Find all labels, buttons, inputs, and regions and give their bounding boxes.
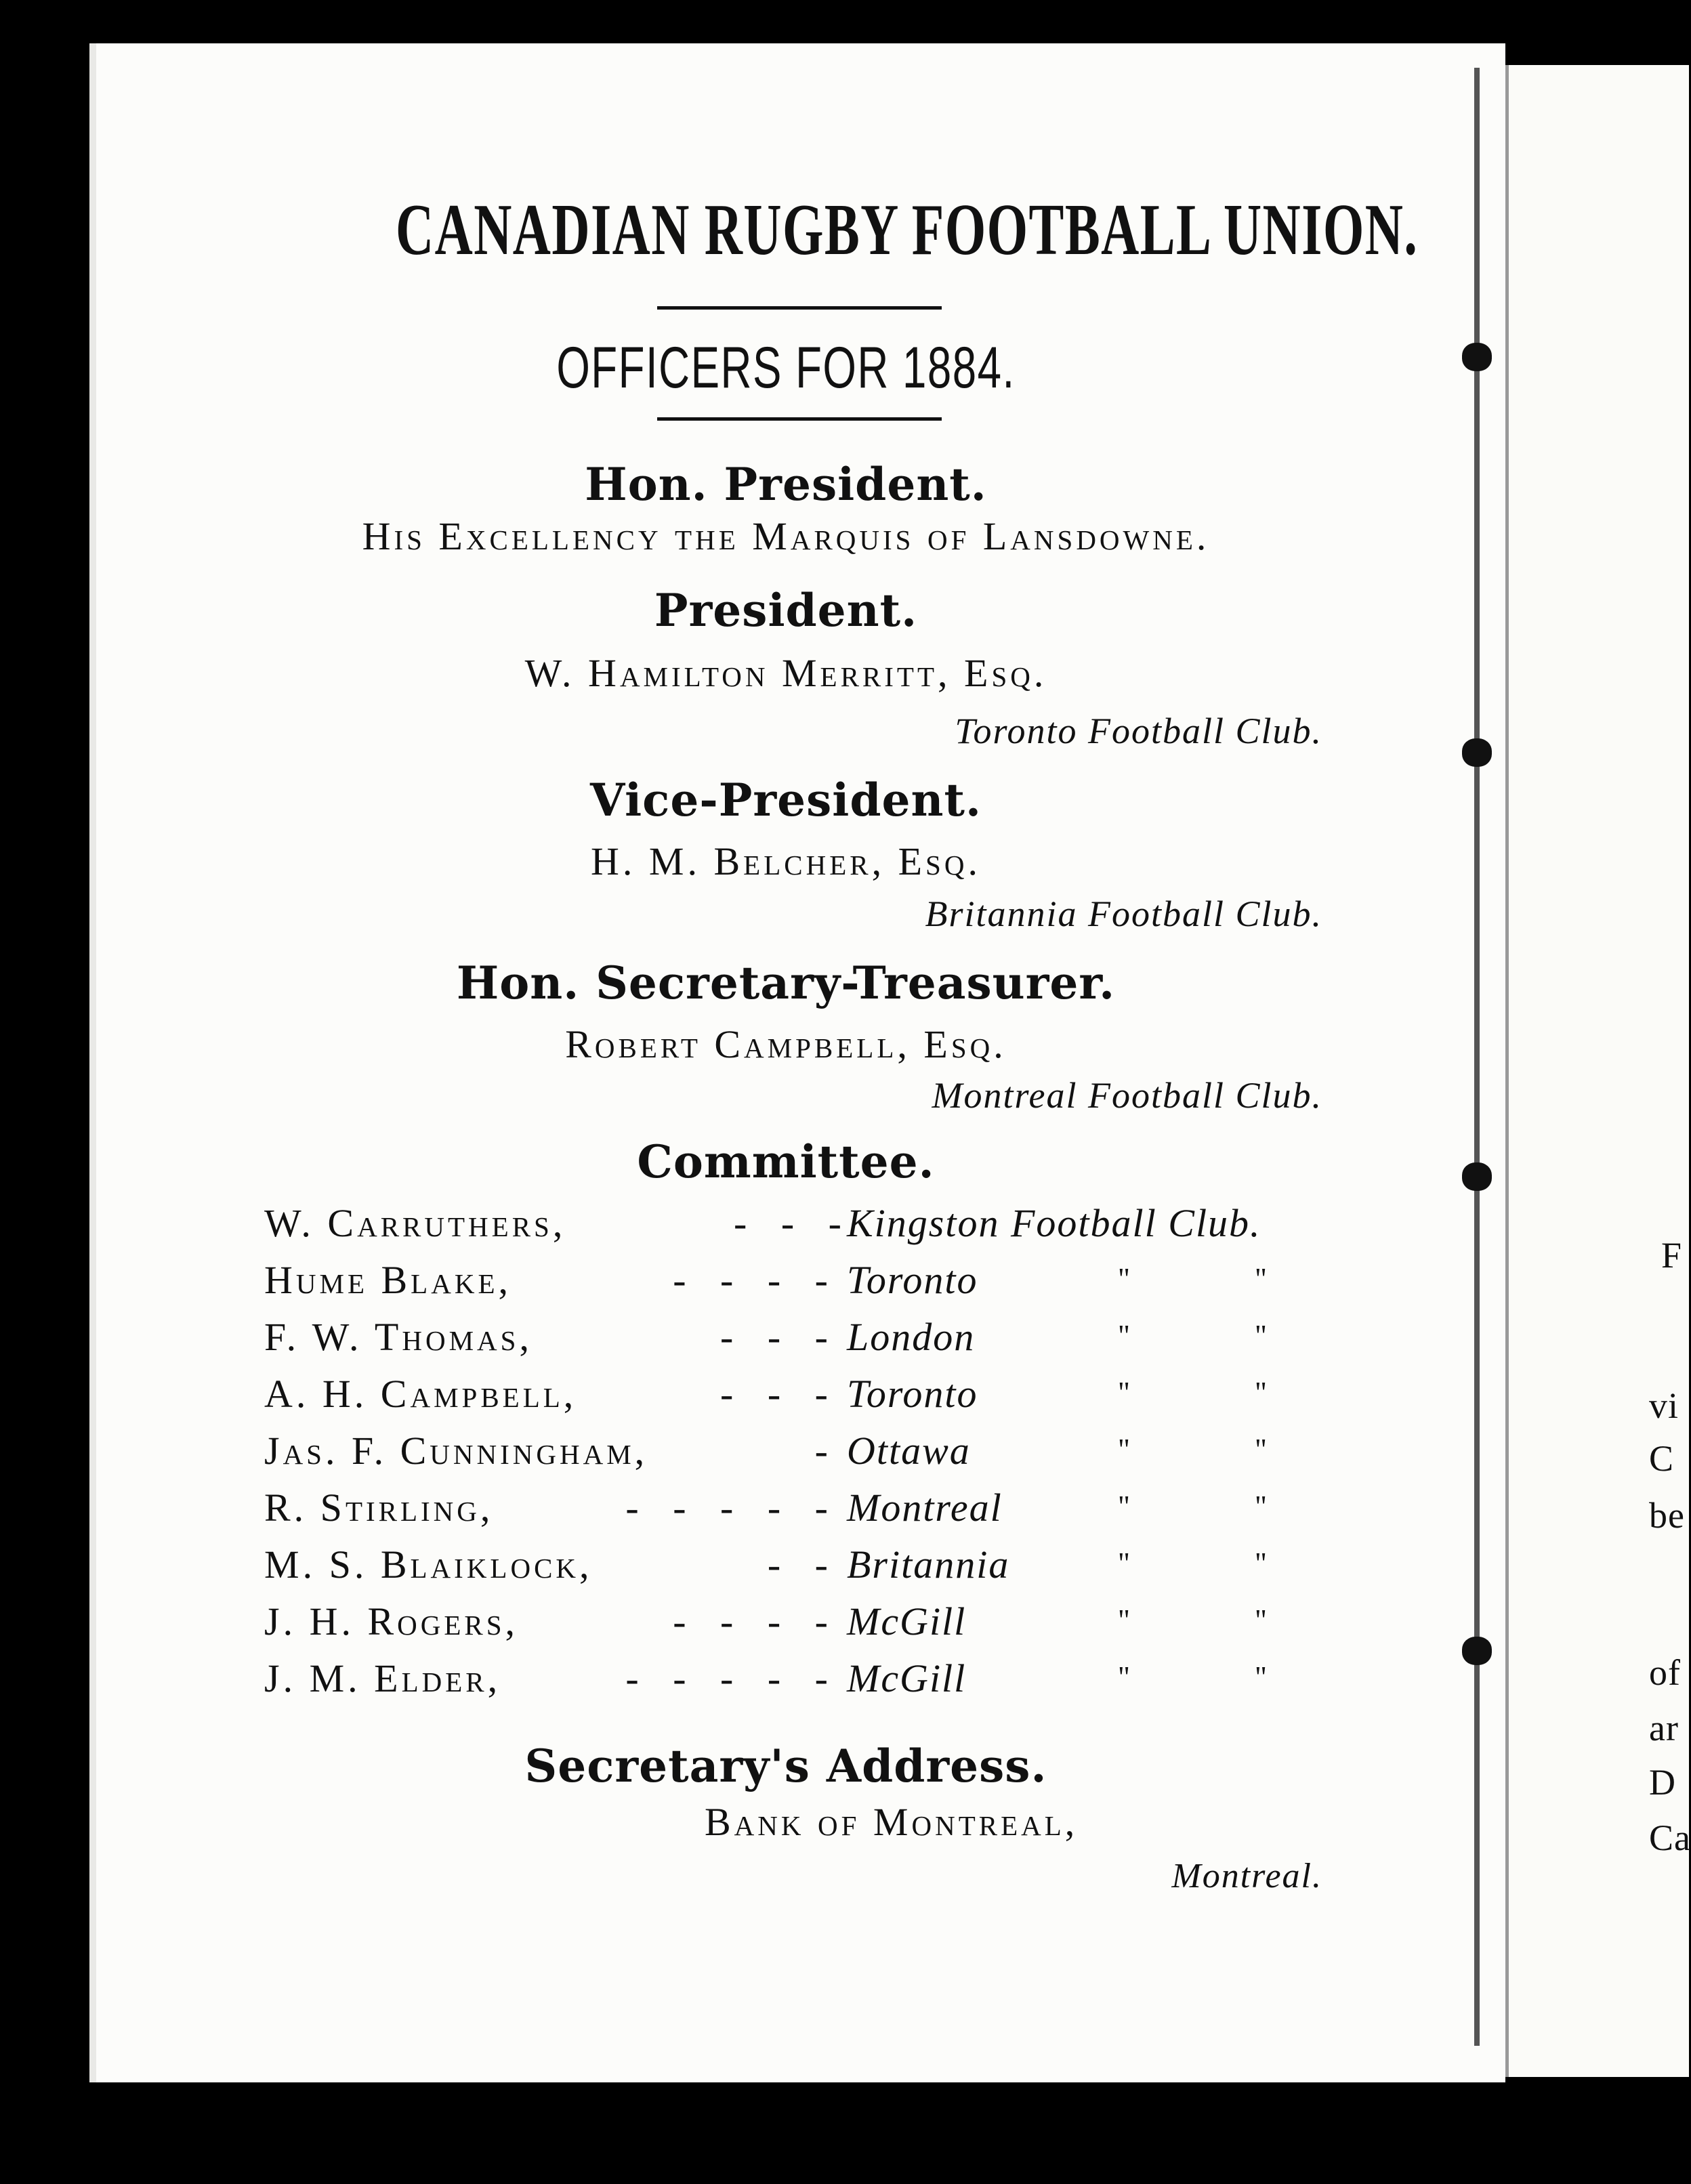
right-page-text-fragment: vi (1649, 1385, 1679, 1426)
right-page-text-fragment: D (1649, 1762, 1676, 1803)
right-page-text-fragment: F (1661, 1235, 1683, 1276)
committee-member-name: W. Carruthers, (264, 1201, 566, 1245)
vice-president-club: Britannia Football Club. (925, 894, 1322, 934)
committee-member-name: F. W. Thomas, (264, 1315, 533, 1359)
divider-rule (657, 306, 942, 310)
committee-row (264, 1257, 1328, 1314)
dash-leader: - - - (734, 1201, 854, 1245)
committee-member-club: London (847, 1315, 976, 1359)
ditto-mark: " (1118, 1262, 1130, 1295)
secretary-treasurer-name: Robert Campbell, Esq. (565, 1022, 1007, 1066)
committee-member-club: Ottawa (847, 1429, 971, 1473)
committee-member-name: Jas. F. Cunningham, (264, 1429, 648, 1473)
committee-member-club: Toronto (847, 1258, 978, 1302)
dash-leader: - - - - - (625, 1486, 840, 1530)
stitch-mark (1462, 1637, 1492, 1665)
ditto-mark: " (1118, 1433, 1130, 1466)
committee-row (264, 1428, 1328, 1485)
committee-row (264, 1200, 1328, 1257)
ditto-mark: " (1255, 1490, 1267, 1523)
president-name: W. Hamilton Merritt, Esq. (524, 651, 1047, 695)
ditto-mark: " (1118, 1490, 1130, 1523)
committee-heading: Committee. (637, 1135, 935, 1188)
president-heading: President. (654, 584, 918, 637)
dash-leader: - - - - - (625, 1656, 840, 1700)
committee-row (264, 1656, 1328, 1713)
dash-leader: - (814, 1429, 840, 1473)
committee-member-club: Toronto (847, 1372, 978, 1416)
hon-president-name: His Excellency the Marquis of Lansdowne. (362, 514, 1210, 558)
ditto-mark: " (1118, 1376, 1130, 1409)
committee-member-name: Hume Blake, (264, 1258, 512, 1302)
document-title: CANADIAN RUGBY FOOTBALL UNION. (396, 190, 1419, 270)
ditto-mark: " (1255, 1376, 1267, 1409)
ditto-mark: " (1255, 1660, 1267, 1694)
secretary-address-city: Montreal. (1171, 1857, 1322, 1895)
ditto-mark: " (1255, 1433, 1267, 1466)
stitch-mark (1462, 343, 1492, 371)
ditto-mark: " (1118, 1603, 1130, 1637)
document-subtitle: OFFICERS FOR 1884. (556, 335, 1016, 400)
ditto-mark: " (1118, 1547, 1130, 1580)
dash-leader: - - - (720, 1315, 840, 1359)
stitch-mark (1462, 1162, 1492, 1191)
divider-rule (657, 417, 942, 421)
ditto-mark: " (1118, 1660, 1130, 1694)
committee-member-name: A. H. Campbell, (264, 1372, 577, 1416)
ditto-mark: " (1255, 1262, 1267, 1295)
committee-row (264, 1371, 1328, 1428)
committee-member-club: McGill (847, 1599, 967, 1643)
dash-leader: - - - - (673, 1599, 840, 1643)
right-page-text-fragment: Ca (1649, 1818, 1691, 1858)
committee-row (264, 1314, 1328, 1371)
committee-row (264, 1542, 1328, 1599)
committee-member-name: J. H. Rogers, (264, 1599, 519, 1643)
secretary-address-heading: Secretary's Address. (524, 1740, 1047, 1792)
president-club: Toronto Football Club. (955, 711, 1322, 751)
committee-member-name: M. S. Blaiklock, (264, 1542, 593, 1587)
stitch-mark (1462, 738, 1492, 767)
committee-member-club: Britannia (847, 1542, 1010, 1587)
committee-member-name: J. M. Elder, (264, 1656, 501, 1700)
ditto-mark: " (1255, 1319, 1267, 1352)
secretary-treasurer-club: Montreal Football Club. (932, 1075, 1322, 1116)
dash-leader: - - (767, 1542, 840, 1587)
right-page-text-fragment: C (1649, 1438, 1675, 1479)
committee-row (264, 1599, 1328, 1656)
ditto-mark: " (1255, 1603, 1267, 1637)
vice-president-heading: Vice-President. (590, 774, 982, 826)
dash-leader: - - - - (673, 1258, 840, 1302)
right-page-text-fragment: ar (1649, 1708, 1679, 1748)
committee-member-club: Montreal (847, 1486, 1003, 1530)
secretary-address-line: Bank of Montreal, (705, 1800, 1079, 1844)
dash-leader: - - - (720, 1372, 840, 1416)
ditto-mark: " (1255, 1547, 1267, 1580)
vice-president-name: H. M. Belcher, Esq. (591, 839, 981, 883)
ditto-mark: " (1118, 1319, 1130, 1352)
committee-member-name: R. Stirling, (264, 1486, 494, 1530)
committee-list (264, 1200, 1328, 1713)
right-page-text-fragment: be (1649, 1495, 1685, 1536)
committee-member-club: McGill (847, 1656, 967, 1700)
hon-president-heading: Hon. President. (585, 458, 987, 511)
secretary-treasurer-heading: Hon. Secretary-Treasurer. (456, 957, 1116, 1009)
right-page-text-fragment: of (1649, 1652, 1681, 1693)
committee-row (264, 1485, 1328, 1542)
committee-member-club: Kingston Football Club. (847, 1201, 1261, 1245)
